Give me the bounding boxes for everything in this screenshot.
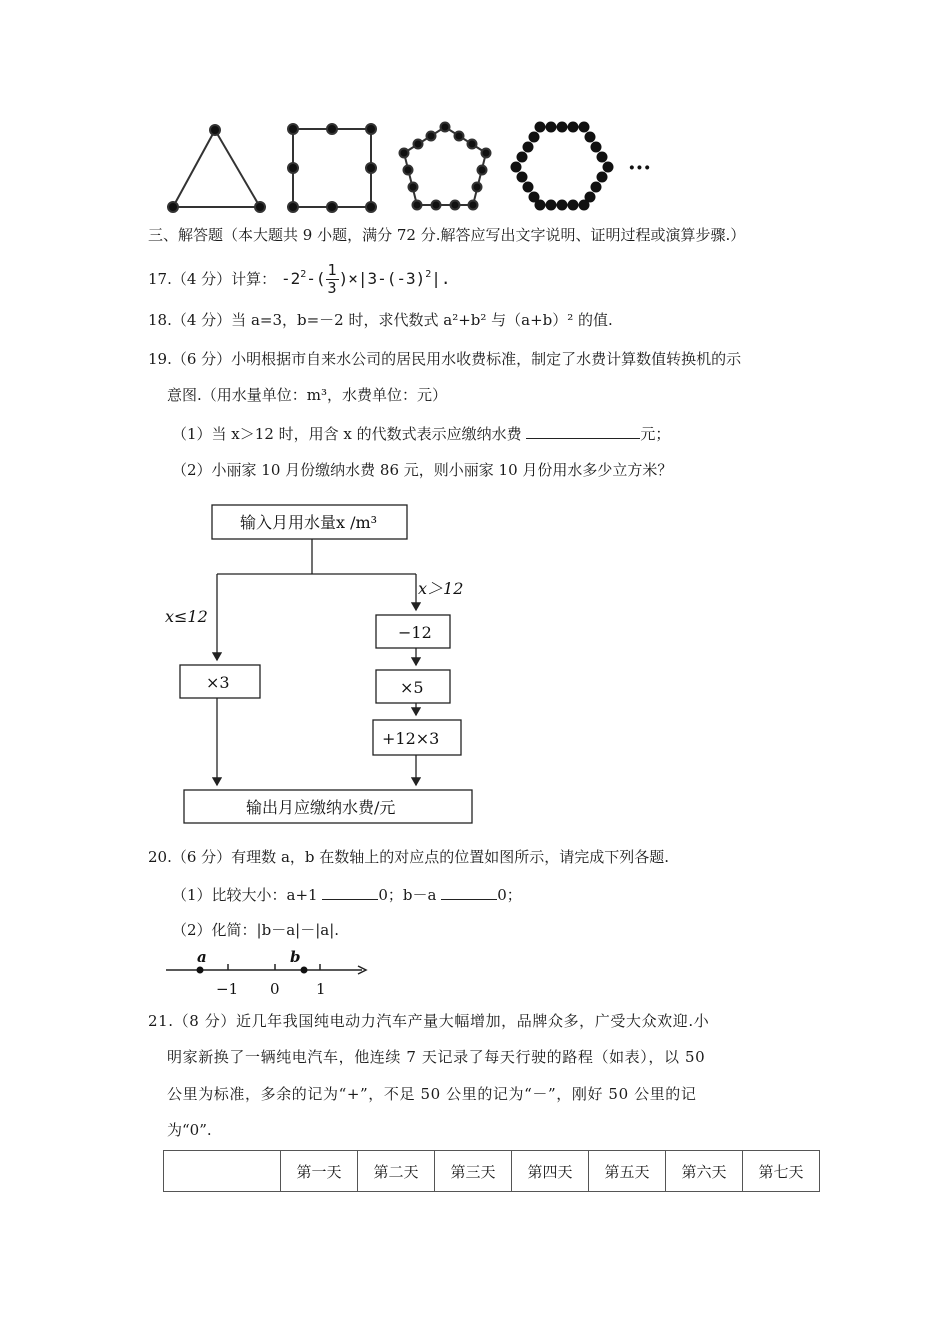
question-20 [148,846,669,868]
table-header-row [164,1151,820,1192]
flow-right-op3: +12×3 [382,729,440,748]
q19-number: 19. [148,350,172,368]
table-header-cell: 第一天 [281,1151,358,1192]
label-a: a [197,948,207,966]
tick-minus-1: −1 [216,980,239,998]
q19-part2: （2）小丽家 10 月份缴纳水费 86 元，则小丽家 10 月份用水多少立方米？ [172,461,673,479]
q18-text: （4 分）当 a=3，b=－2 时，求代数式 a²+b² 与（a+b）² 的值. [171,311,613,329]
q20-text: （6 分）有理数 a，b 在数轴上的对应点的位置如图所示，请完成下列各题. [171,848,670,866]
water-fee-flowchart [160,500,490,830]
table-header-cell [164,1151,281,1192]
triangle-figure [168,125,265,212]
q19-line2: 意图.（用水量单位：m³，水费单位：元） [167,386,448,404]
mileage-table [163,1150,820,1192]
question-18 [148,309,613,331]
flow-cond-left: x≤12 [165,607,208,626]
table-header-cell: 第七天 [743,1151,820,1192]
table-header-cell: 第三天 [435,1151,512,1192]
q20-number: 20. [148,848,172,866]
question-19 [148,348,741,370]
point-b [301,967,308,974]
q18-number: 18. [148,311,172,329]
q21-line1: （8 分）近几年我国纯电动力汽车产量大幅增加，品牌众多，广受大众欢迎.小 [173,1012,710,1030]
q21-line3: 公里为标准，多余的记为“+”，不足 50 公里的记为“－”，刚好 50 公里的记 [167,1085,697,1103]
table-header-cell: 第五天 [589,1151,666,1192]
q20-blank-1[interactable] [322,883,378,900]
flow-right-op2: ×5 [400,678,424,697]
tick-1: 1 [316,980,326,998]
q20-blank-2[interactable] [441,883,497,900]
q17-expression: $-2^2-$( $\frac{1}{3}$ )$\times|3-(-3)^2|$. [280,261,451,297]
tick-0: 0 [270,980,280,998]
table-header-cell: 第四天 [512,1151,589,1192]
hexagon-figure [511,122,614,211]
table-header-cell: 第二天 [358,1151,435,1192]
number-line [160,948,380,1000]
question-21 [148,1010,709,1032]
q17-fraction: $\frac{1}{3}$ [327,261,337,297]
pentagon-figure [400,123,491,210]
q21-number: 21. [148,1012,174,1030]
q17-number: 17. [148,270,172,288]
q17-lead: 计算： [231,270,277,288]
q20-part2: （2）化简：|b－a|－|a|. [172,921,340,939]
q17-score: （4 分） [171,270,232,288]
q21-line4: 为“0”. [167,1121,212,1139]
label-b: b [290,948,301,966]
q20-part1: （1）比较大小：a+1 0；b－a 0； [172,883,522,906]
flow-right-op1: −12 [398,623,432,642]
point-a [197,967,204,974]
flow-cond-right: x＞12 [418,579,464,598]
flow-output-label: 输出月应缴纳水费/元 [246,798,396,817]
table-header-cell: 第六天 [666,1151,743,1192]
flow-input-label: 输入月用水量x /m³ [240,513,378,532]
pattern-ellipsis: ··· [628,155,651,181]
polygon-dot-pattern [160,115,680,215]
q19-answer-blank[interactable] [526,422,640,439]
section-heading: 三、解答题（本大题共 9 小题，满分 72 分.解答应写出文字说明、证明过程或演算步骤.） [148,226,746,244]
flow-left-op: ×3 [206,673,230,692]
q19-part1: （1）当 x＞12 时，用含 x 的代数式表示应缴纳水费 元； [172,422,670,445]
q21-line2: 明家新换了一辆纯电汽车，他连续 7 天记录了每天行驶的路程（如表），以 50 [167,1048,706,1066]
q19-line1: （6 分）小明根据市自来水公司的居民用水收费标准，制定了水费计算数值转换机的示 [171,350,742,368]
question-17 [148,262,451,297]
square-figure [288,124,376,212]
